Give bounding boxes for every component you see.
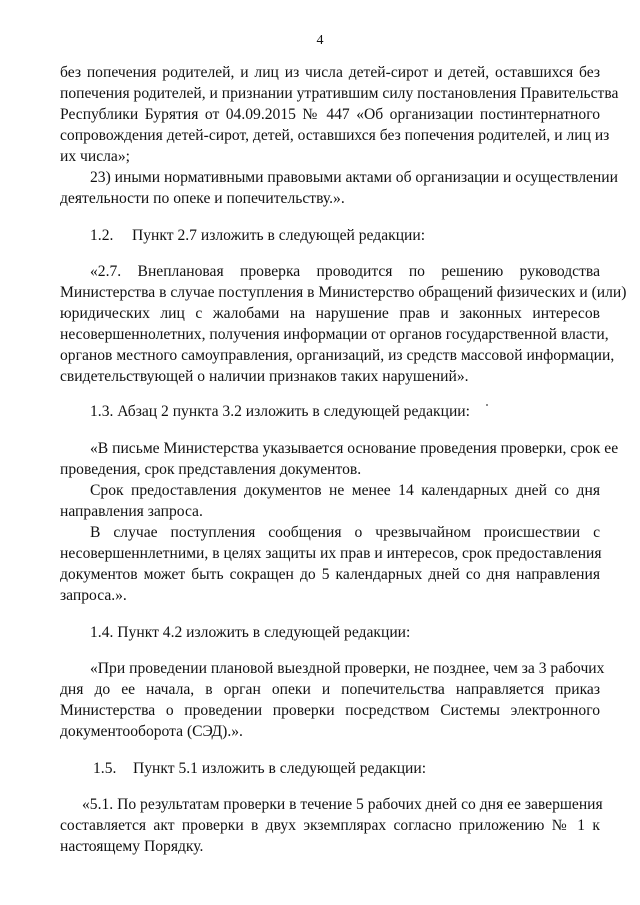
page-number: 4 (316, 33, 324, 48)
text-line: «При проведении плановой выездной проверки, не позднее, чем за 3 рабочих (90, 660, 605, 677)
text-line: свидетельствующей о наличии признаков таких нарушений». (60, 368, 469, 385)
section-heading: 1.3. Абзац 2 пункта 3.2 изложить в следующей редакции: (90, 403, 470, 420)
text-line: дня до ее начала, в орган опеки и попечительства направляется приказ (60, 681, 600, 698)
text-line: В случае поступления сообщения о чрезвычайном происшествии с (90, 524, 600, 541)
section-heading (90, 228, 425, 244)
section-number: 1.5. (93, 760, 117, 777)
text-line: органов местного самоуправления, организаций, из средств массовой информации, (60, 347, 615, 364)
text-line: Министерства в случае поступления в Министерство обращений физических и (или) (60, 284, 627, 301)
text-line: деятельности по опеке и попечительству.». (60, 190, 345, 207)
text-line: Министерства о проведении проверки посредством Системы электронного (60, 702, 600, 719)
text-line: «В письме Министерства указывается основание проведения проверки, срок ее (90, 440, 619, 457)
text-line: их числа»; (60, 148, 130, 165)
text-line: попечения родителей, и признании утратившим силу постановления Правительства (60, 85, 619, 102)
text-line: составляется акт проверки в двух экземплярах согласно приложению № 1 к (60, 817, 600, 834)
section-number: 1.2. (90, 227, 114, 244)
text-line: направления запроса. (60, 503, 203, 520)
text-line: «2.7. Внеплановая проверка проводится по решению руководства (90, 263, 600, 280)
text-line: Республики Бурятия от 04.09.2015 № 447 «Об организации постинтернатного (60, 106, 600, 123)
section-heading: 1.4. Пункт 4.2 изложить в следующей редакции: (90, 624, 411, 641)
text-line: документов может быть сокращен до 5 календарных дней со дня направления (60, 566, 600, 583)
text-line: юридических лиц с жалобами на нарушение прав и законных интересов (60, 305, 600, 322)
text-line: проведения, срок представления документов. (60, 461, 362, 478)
text-line: 23) иными нормативными правовыми актами об организации и осуществлении (90, 169, 618, 186)
text-line: запроса.». (60, 587, 127, 604)
section-title: Пункт 5.1 изложить в следующей редакции: (133, 760, 427, 777)
text-line: без попечения родителей, и лиц из числа детей-сирот и детей, оставшихся без (60, 64, 600, 81)
section-heading (93, 761, 426, 777)
scan-speck (486, 404, 488, 406)
text-line: несовершеннлетними, в целях защиты их прав и интересов, срок предоставления (60, 545, 602, 562)
text-line: «5.1. По результатам проверки в течение 5 рабочих дней со дня ее завершения (82, 796, 603, 813)
text-line: несовершеннолетних, получения информации от органов государственной власти, (60, 326, 609, 343)
text-line: Срок предоставления документов не менее 14 календарных дней со дня (90, 482, 600, 499)
text-line: документооборота (СЭД).». (60, 723, 243, 740)
text-line: сопровождения детей-сирот, детей, оставшихся без попечения родителей, и лиц из (60, 127, 610, 144)
section-title: Пункт 2.7 изложить в следующей редакции: (132, 227, 426, 244)
text-line: настоящему Порядку. (60, 838, 204, 855)
